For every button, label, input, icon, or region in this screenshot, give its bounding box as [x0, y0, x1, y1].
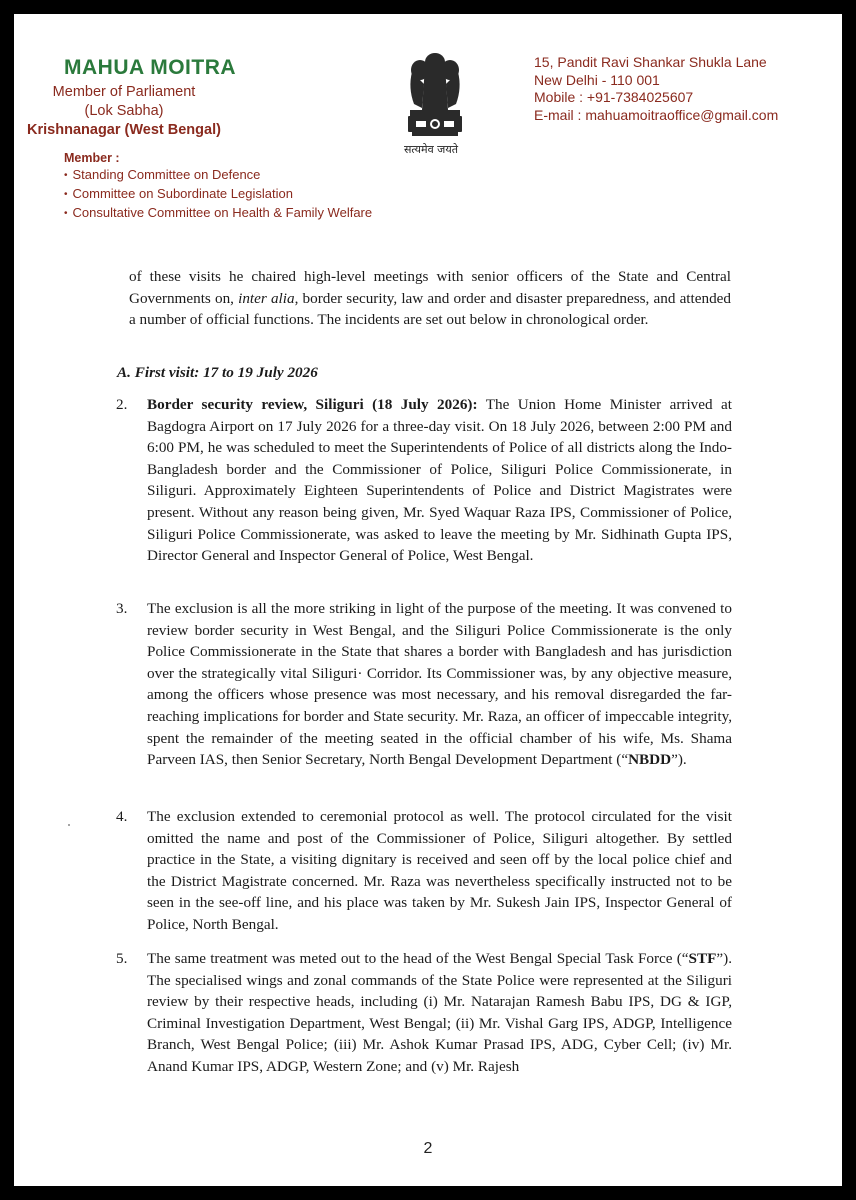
paragraph-text: The same treatment was meted out to the head of the West Bengal Special Task Force (“STF”). The specialised wings and zonal commands of the State Police were represented at the Siliguri review by their respective heads, including (i) Mr. Natarajan Ramesh Babu IPS, DG & IGP, Criminal Investigation Department, West Bengal; (ii) Mr. Vishal Garg IPS, ADGP, Intelligence Branch, West Bengal Police; (iii) Mr. Ashok Kumar Prasad IPS, ADG, Cyber Cell; (iv) Mr. Anand Kumar IPS, ADGP, Western Zone; and (v) Mr. Rajesh: [147, 950, 732, 1075]
paragraph-text: Border security review, Siliguri (18 July 2026): The Union Home Minister arrived at Bagdogra Airport on 17 July 2026 for a three-day visit. On 18 July 2026, between 2:00 PM and 6:00 PM, he was scheduled to meet the Superintendents of Police of all districts along the Indo-Bangladesh border and the Commissioner of Police, Siliguri Police Commissionerate, in Siliguri. Approximately Eighteen Superintendents of Police and District Magistrates were present. Without any reason being given, Mr. Syed Waquar Raza IPS, Commissioner of Police, Siliguri Police Commissionerate, was asked to leave the meeting by Mr. Sidhinath Gupta IPS, Director General and Inspector General of Police, West Bengal.: [147, 396, 732, 565]
address-line: New Delhi - 110 001: [534, 71, 660, 88]
paragraph-2: [116, 394, 732, 567]
section-heading: A. First visit: 17 to 19 July 2026: [117, 364, 318, 381]
email-address: E-mail : mahuamoitraoffice@gmail.com: [534, 106, 779, 123]
paragraph-4: [116, 806, 732, 936]
committee-list: [64, 166, 372, 223]
paragraph-number: 4.: [116, 808, 128, 825]
page-number: 2: [423, 1140, 433, 1157]
continued-paragraph: of these visits he chaired high-level meetings with senior officers of the State and Central Governments on, inter alia, border security, law and order and disaster preparedness, and attended a number of official functions. The incidents are set out below in chronological order.: [129, 268, 732, 329]
margin-mark: [68, 824, 70, 826]
paragraph-text: The exclusion is all the more striking in light of the purpose of the meeting. It was convened to review border security in West Bengal, and the Siliguri Police Commissionerate is the only Police Commissionerate in the State that shares a border with Bangladesh and has jurisdiction over the strategically vital Siliguri· Corridor. Its Commissioner was, by any objective measure, among the officers whose presence was most necessary, and his removal disregarded the far-reaching implications for border and State security. Mr. Raza, an officer of impeccable integrity, spent the remainder of the meeting seated in the official chamber of his wife, Ms. Shama Parveen IAS, then Senior Secretary, North Bengal Development Department (“NBDD”).: [147, 600, 732, 769]
address-block: [534, 54, 778, 124]
paragraph-5: [116, 948, 732, 1078]
paragraph-number: 3.: [116, 600, 128, 617]
committee-item: • Consultative Committee on Health & Family Welfare: [64, 204, 372, 223]
committee-item: • Standing Committee on Defence: [64, 166, 372, 185]
paragraph-number: 5.: [116, 950, 128, 967]
paragraph-3: [116, 598, 732, 771]
mp-name: MAHUA MOITRA: [64, 56, 237, 79]
mp-house: (Lok Sabha): [84, 103, 164, 119]
emblem-motto: सत्यमेव जयते: [403, 143, 458, 156]
paragraph-text: The exclusion extended to ceremonial protocol as well. The protocol circulated for the visit omitted the name and post of the Commissioner of Police, Siliguri altogether. By settled practice in the State, a visiting dignitary is received and seen off by the local police chief and the District Magistrate concerned. Mr. Raza was nevertheless specifically instructed not to be seen in the see-off line, and his place was taken by Mr. Sukesh Jain IPS, Inspector General of Police, North Bengal.: [147, 808, 732, 933]
paragraph-number: 2.: [116, 396, 128, 413]
committee-item: • Committee on Subordinate Legislation: [64, 185, 372, 204]
letter-page: [14, 14, 842, 1186]
address-line: 15, Pandit Ravi Shankar Shukla Lane: [534, 54, 767, 70]
mobile-number: Mobile : +91-7384025607: [534, 89, 694, 105]
mp-role: Member of Parliament: [52, 84, 196, 100]
member-title: Member :: [64, 151, 120, 165]
mp-constituency: Krishnanagar (West Bengal): [27, 122, 221, 138]
